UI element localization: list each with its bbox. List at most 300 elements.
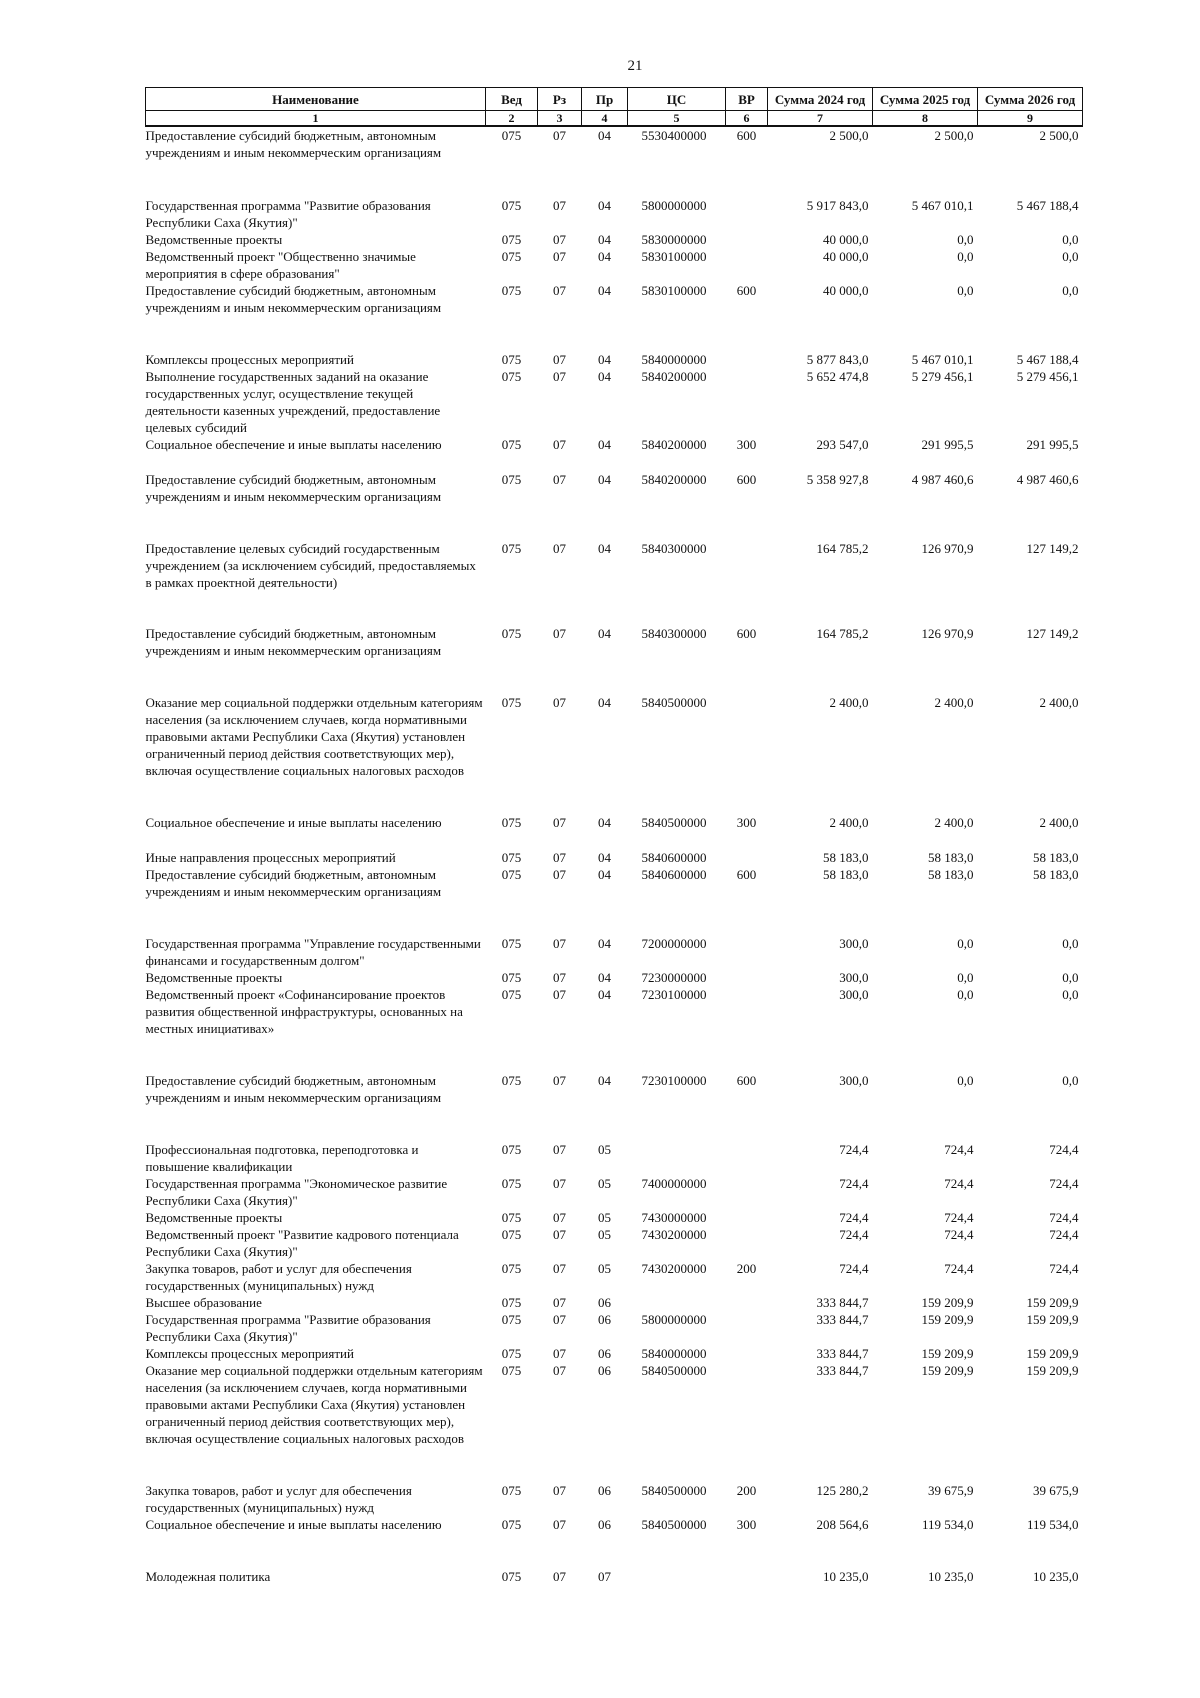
row-sum-2025: 0,0 (957, 936, 974, 951)
row-sum-2026: 2 400,0 (1039, 695, 1079, 710)
row-sum-2026: 2 500,0 (1039, 128, 1079, 143)
row-sum-2026: 0,0 (1062, 283, 1079, 298)
row-sum-2024: 2 500,0 (829, 128, 869, 143)
row-sum-2024: 5 877 843,0 (806, 352, 869, 367)
row-pr: 05 (598, 1176, 611, 1191)
header-vr: ВР (726, 88, 768, 111)
row-ved: 075 (501, 249, 522, 264)
row-sum-2025: 159 209,9 (921, 1363, 974, 1378)
row-vr (726, 540, 768, 625)
row-sum-2025: 2 400,0 (934, 815, 974, 830)
table-row (146, 471, 1083, 540)
row-pr: 04 (598, 369, 611, 384)
row-cs: 5840200000 (641, 472, 707, 487)
row-cs: 5840000000 (641, 1346, 707, 1361)
row-sum-2024: 724,4 (839, 1261, 869, 1276)
row-ved: 075 (501, 1176, 522, 1191)
row-vr: 600 (736, 626, 757, 641)
row-sum-2025: 2 500,0 (934, 128, 974, 143)
table-row (146, 866, 1083, 935)
column-number: 8 (873, 111, 978, 127)
row-vr: 600 (736, 472, 757, 487)
row-vr (726, 1141, 768, 1175)
row-sum-2026: 0,0 (1062, 970, 1079, 985)
row-sum-2024: 208 564,6 (816, 1517, 869, 1532)
row-sum-2024: 40 000,0 (823, 283, 869, 298)
row-name: Выполнение государственных заданий на оказание государственных услуг, осуществление текущей деятельности казенных учреждений, предоставление целевых субсидий (145, 369, 441, 435)
row-name: Ведомственные проекты (145, 232, 283, 247)
row-cs: 7430000000 (641, 1210, 707, 1225)
row-name: Предоставление субсидий бюджетным, автономным учреждениям и иным некоммерческим организациям (145, 1073, 442, 1105)
row-pr: 06 (598, 1295, 611, 1310)
row-rz: 07 (553, 867, 566, 882)
row-sum-2024: 293 547,0 (816, 437, 869, 452)
row-sum-2024: 333 844,7 (816, 1363, 869, 1378)
row-rz: 07 (553, 1227, 566, 1242)
row-sum-2025: 10 235,0 (928, 1569, 974, 1584)
row-ved: 075 (501, 1142, 522, 1157)
table-row (146, 814, 1083, 849)
table-body (146, 126, 1083, 1585)
table-row (146, 540, 1083, 625)
table-header (146, 88, 1083, 127)
row-name: Предоставление целевых субсидий государственным учреждением (за исключением субсидий, предоставляемых в рамках проектной деятельности) (145, 541, 476, 590)
row-sum-2026: 0,0 (1062, 1073, 1079, 1088)
row-name: Предоставление субсидий бюджетным, автономным учреждениям и иным некоммерческим организациям (145, 867, 442, 899)
table-row (146, 1175, 1083, 1209)
row-name: Государственная программа "Развитие образования Республики Саха (Якутия)" (145, 1312, 431, 1344)
row-sum-2025: 159 209,9 (921, 1295, 974, 1310)
column-number-row (146, 111, 1083, 127)
row-sum-2024: 5 652 474,8 (806, 369, 869, 384)
row-name: Закупка товаров, работ и услуг для обеспечения государственных (муниципальных) нужд (145, 1483, 412, 1515)
row-name: Государственная программа "Развитие образования Республики Саха (Якутия)" (145, 198, 431, 230)
row-sum-2024: 333 844,7 (816, 1312, 869, 1327)
row-sum-2024: 40 000,0 (823, 232, 869, 247)
row-rz: 07 (553, 850, 566, 865)
row-sum-2026: 724,4 (1049, 1176, 1079, 1191)
row-sum-2025: 0,0 (957, 1073, 974, 1088)
row-name: Государственная программа "Управление государственными финансами и государственным долгом" (145, 936, 481, 968)
row-pr: 04 (598, 936, 611, 951)
row-cs: 7430200000 (641, 1227, 707, 1242)
row-name: Иные направления процессных мероприятий (145, 850, 396, 865)
row-vr: 200 (736, 1483, 757, 1498)
row-cs: 7430200000 (641, 1261, 707, 1276)
row-vr (726, 248, 768, 282)
header-cs: ЦС (628, 88, 726, 111)
row-cs: 5530400000 (641, 128, 707, 143)
row-cs: 5840300000 (641, 626, 707, 641)
row-cs (628, 1294, 726, 1311)
row-name: Закупка товаров, работ и услуг для обеспечения государственных (муниципальных) нужд (145, 1261, 412, 1293)
row-sum-2024: 724,4 (839, 1142, 869, 1157)
table-row (146, 1294, 1083, 1311)
table-row (146, 282, 1083, 351)
row-vr (726, 1226, 768, 1260)
row-sum-2024: 724,4 (839, 1227, 869, 1242)
row-vr (726, 1568, 768, 1585)
row-vr (726, 1175, 768, 1209)
row-name: Предоставление субсидий бюджетным, автономным учреждениям и иным некоммерческим организациям (145, 626, 442, 658)
column-number: 1 (146, 111, 486, 127)
row-ved: 075 (501, 1517, 522, 1532)
row-sum-2025: 0,0 (957, 987, 974, 1002)
row-cs: 7400000000 (641, 1176, 707, 1191)
row-sum-2025: 126 970,9 (921, 541, 974, 556)
row-cs: 7230100000 (641, 1073, 707, 1088)
row-pr: 06 (598, 1483, 611, 1498)
row-rz: 07 (553, 1517, 566, 1532)
row-pr: 04 (598, 867, 611, 882)
table-row (146, 368, 1083, 436)
row-cs: 5840200000 (641, 369, 707, 384)
table-row (146, 1209, 1083, 1226)
row-vr (726, 368, 768, 436)
table-row (146, 1482, 1083, 1516)
row-sum-2024: 300,0 (839, 970, 869, 985)
row-ved: 075 (501, 1073, 522, 1088)
table-row (146, 231, 1083, 248)
row-pr: 07 (598, 1569, 611, 1584)
row-vr (726, 694, 768, 814)
row-sum-2026: 0,0 (1062, 987, 1079, 1002)
row-sum-2024: 58 183,0 (823, 850, 869, 865)
row-vr (726, 1362, 768, 1482)
row-pr: 05 (598, 1142, 611, 1157)
row-rz: 07 (553, 970, 566, 985)
row-rz: 07 (553, 198, 566, 213)
row-vr (726, 231, 768, 248)
row-sum-2026: 724,4 (1049, 1227, 1079, 1242)
row-name: Оказание мер социальной поддержки отдельным категориям населения (за исключением случаев, когда нормативными правовыми актами Республики Саха (Якутия) установлен ограниченный период действия соответствующих мер), включая осуществление социальных налоговых расходов (145, 1363, 483, 1446)
column-number: 2 (486, 111, 538, 127)
row-cs: 5840300000 (641, 541, 707, 556)
row-sum-2026: 39 675,9 (1033, 1483, 1079, 1498)
table-row (146, 935, 1083, 969)
row-name: Оказание мер социальной поддержки отдельным категориям населения (за исключением случаев, когда нормативными правовыми актами Республики Саха (Якутия) установлен ограниченный период действия соответствующих мер), включая осуществление социальных налоговых расходов (145, 695, 483, 778)
row-sum-2026: 0,0 (1062, 249, 1079, 264)
header-rz: Рз (538, 88, 582, 111)
table-row (146, 1516, 1083, 1568)
table-row (146, 126, 1083, 197)
row-ved: 075 (501, 283, 522, 298)
row-ved: 075 (501, 936, 522, 951)
row-sum-2026: 291 995,5 (1026, 437, 1079, 452)
row-ved: 075 (501, 626, 522, 641)
row-name: Молодежная политика (145, 1569, 271, 1584)
row-name: Предоставление субсидий бюджетным, автономным учреждениям и иным некоммерческим организациям (145, 128, 442, 160)
row-name: Предоставление субсидий бюджетным, автономным учреждениям и иным некоммерческим организациям (145, 472, 442, 504)
row-sum-2025: 0,0 (957, 283, 974, 298)
row-pr: 04 (598, 283, 611, 298)
row-rz: 07 (553, 1210, 566, 1225)
row-sum-2026: 58 183,0 (1033, 850, 1079, 865)
row-rz: 07 (553, 1346, 566, 1361)
row-name: Профессиональная подготовка, переподготовка и повышение квалификации (145, 1142, 419, 1174)
header-sum-2025: Сумма 2025 год (873, 88, 978, 111)
row-sum-2026: 159 209,9 (1026, 1363, 1079, 1378)
row-sum-2024: 2 400,0 (829, 815, 869, 830)
row-cs (628, 1141, 726, 1175)
row-sum-2025: 724,4 (944, 1227, 974, 1242)
row-sum-2025: 0,0 (957, 249, 974, 264)
row-ved: 075 (501, 198, 522, 213)
row-rz: 07 (553, 1569, 566, 1584)
row-sum-2025: 58 183,0 (928, 850, 974, 865)
table-row (146, 351, 1083, 368)
row-sum-2024: 5 917 843,0 (806, 198, 869, 213)
row-sum-2025: 126 970,9 (921, 626, 974, 641)
row-rz: 07 (553, 815, 566, 830)
row-sum-2026: 5 279 456,1 (1016, 369, 1079, 384)
row-sum-2024: 58 183,0 (823, 867, 869, 882)
row-sum-2026: 724,4 (1049, 1261, 1079, 1276)
row-sum-2025: 2 400,0 (934, 695, 974, 710)
column-number: 3 (538, 111, 582, 127)
row-sum-2026: 159 209,9 (1026, 1312, 1079, 1327)
table-row (146, 969, 1083, 986)
row-pr: 06 (598, 1517, 611, 1532)
row-name: Государственная программа "Экономическое развитие Республики Саха (Якутия)" (145, 1176, 448, 1208)
row-pr: 05 (598, 1210, 611, 1225)
row-sum-2024: 300,0 (839, 987, 869, 1002)
row-pr: 06 (598, 1346, 611, 1361)
row-pr: 04 (598, 626, 611, 641)
row-vr (726, 935, 768, 969)
row-rz: 07 (553, 1363, 566, 1378)
row-rz: 07 (553, 352, 566, 367)
row-pr: 04 (598, 249, 611, 264)
row-pr: 06 (598, 1363, 611, 1378)
table-row (146, 986, 1083, 1072)
row-cs: 7230100000 (641, 987, 707, 1002)
row-rz: 07 (553, 1483, 566, 1498)
row-sum-2025: 724,4 (944, 1176, 974, 1191)
header-name: Наименование (146, 88, 486, 111)
row-sum-2024: 40 000,0 (823, 249, 869, 264)
row-pr: 04 (598, 198, 611, 213)
row-pr: 06 (598, 1312, 611, 1327)
header-pr: Пр (582, 88, 628, 111)
row-sum-2024: 164 785,2 (816, 541, 869, 556)
row-pr: 04 (598, 1073, 611, 1088)
row-pr: 04 (598, 541, 611, 556)
row-sum-2026: 10 235,0 (1033, 1569, 1079, 1584)
budget-table (145, 87, 1083, 1585)
row-pr: 04 (598, 437, 611, 452)
row-ved: 075 (501, 1227, 522, 1242)
row-sum-2024: 333 844,7 (816, 1295, 869, 1310)
row-vr: 600 (736, 283, 757, 298)
row-sum-2024: 164 785,2 (816, 626, 869, 641)
header-sum-2024: Сумма 2024 год (768, 88, 873, 111)
row-vr (726, 1294, 768, 1311)
table-row (146, 1260, 1083, 1294)
row-cs: 7200000000 (641, 936, 707, 951)
table-row (146, 248, 1083, 282)
row-sum-2026: 127 149,2 (1026, 541, 1079, 556)
row-rz: 07 (553, 283, 566, 298)
row-sum-2025: 5 279 456,1 (911, 369, 974, 384)
row-ved: 075 (501, 472, 522, 487)
row-rz: 07 (553, 695, 566, 710)
column-number: 5 (628, 111, 726, 127)
row-vr: 600 (736, 1073, 757, 1088)
row-ved: 075 (501, 970, 522, 985)
row-rz: 07 (553, 1261, 566, 1276)
row-ved: 075 (501, 867, 522, 882)
row-name: Социальное обеспечение и иные выплаты населению (145, 1517, 442, 1532)
row-sum-2025: 119 534,0 (921, 1517, 974, 1532)
row-name: Предоставление субсидий бюджетным, автономным учреждениям и иным некоммерческим организациям (145, 283, 442, 315)
row-pr: 04 (598, 232, 611, 247)
row-cs: 5840000000 (641, 352, 707, 367)
row-cs: 5800000000 (641, 198, 707, 213)
row-rz: 07 (553, 1073, 566, 1088)
row-cs: 5830000000 (641, 232, 707, 247)
row-sum-2026: 58 183,0 (1033, 867, 1079, 882)
row-cs: 5840600000 (641, 867, 707, 882)
row-vr (726, 1345, 768, 1362)
row-ved: 075 (501, 1346, 522, 1361)
row-name: Ведомственный проект "Развитие кадрового потенциала Республики Саха (Якутия)" (145, 1227, 459, 1259)
row-pr: 05 (598, 1261, 611, 1276)
row-rz: 07 (553, 369, 566, 384)
row-name: Высшее образование (145, 1295, 262, 1310)
row-vr (726, 197, 768, 231)
column-number: 6 (726, 111, 768, 127)
row-sum-2026: 5 467 188,4 (1016, 352, 1079, 367)
row-rz: 07 (553, 437, 566, 452)
table-row (146, 625, 1083, 694)
row-sum-2024: 10 235,0 (823, 1569, 869, 1584)
row-vr (726, 849, 768, 866)
row-vr: 600 (736, 128, 757, 143)
row-sum-2026: 119 534,0 (1026, 1517, 1079, 1532)
header-sum-2026: Сумма 2026 год (978, 88, 1083, 111)
row-ved: 075 (501, 232, 522, 247)
row-sum-2025: 724,4 (944, 1210, 974, 1225)
row-sum-2024: 2 400,0 (829, 695, 869, 710)
row-vr: 300 (736, 437, 757, 452)
row-cs: 5830100000 (641, 249, 707, 264)
row-ved: 075 (501, 1483, 522, 1498)
row-sum-2025: 58 183,0 (928, 867, 974, 882)
row-ved: 075 (501, 1312, 522, 1327)
row-cs: 5840500000 (641, 1483, 707, 1498)
row-sum-2026: 724,4 (1049, 1142, 1079, 1157)
row-pr: 04 (598, 695, 611, 710)
header-row (146, 88, 1083, 111)
table-row (146, 1362, 1083, 1482)
row-ved: 075 (501, 850, 522, 865)
row-vr: 300 (736, 815, 757, 830)
row-sum-2026: 0,0 (1062, 936, 1079, 951)
row-sum-2025: 724,4 (944, 1142, 974, 1157)
row-sum-2024: 333 844,7 (816, 1346, 869, 1361)
table-row (146, 1345, 1083, 1362)
table-row (146, 1141, 1083, 1175)
row-vr: 200 (736, 1261, 757, 1276)
row-rz: 07 (553, 128, 566, 143)
row-pr: 04 (598, 987, 611, 1002)
row-ved: 075 (501, 1261, 522, 1276)
row-sum-2026: 0,0 (1062, 232, 1079, 247)
row-cs (628, 1568, 726, 1585)
row-sum-2026: 724,4 (1049, 1210, 1079, 1225)
row-pr: 04 (598, 352, 611, 367)
row-pr: 05 (598, 1227, 611, 1242)
row-ved: 075 (501, 815, 522, 830)
row-sum-2026: 159 209,9 (1026, 1295, 1079, 1310)
row-rz: 07 (553, 1142, 566, 1157)
row-vr: 300 (736, 1517, 757, 1532)
row-pr: 04 (598, 970, 611, 985)
row-rz: 07 (553, 1295, 566, 1310)
row-vr (726, 351, 768, 368)
row-sum-2025: 5 467 010,1 (911, 352, 974, 367)
row-rz: 07 (553, 987, 566, 1002)
column-number: 7 (768, 111, 873, 127)
row-sum-2024: 724,4 (839, 1210, 869, 1225)
row-rz: 07 (553, 472, 566, 487)
row-sum-2025: 291 995,5 (921, 437, 974, 452)
row-sum-2025: 4 987 460,6 (911, 472, 974, 487)
row-name: Ведомственные проекты (145, 1210, 283, 1225)
row-cs: 5830100000 (641, 283, 707, 298)
row-sum-2025: 724,4 (944, 1261, 974, 1276)
row-rz: 07 (553, 1176, 566, 1191)
column-number: 4 (582, 111, 628, 127)
row-rz: 07 (553, 541, 566, 556)
row-sum-2024: 300,0 (839, 936, 869, 951)
row-pr: 04 (598, 815, 611, 830)
column-number: 9 (978, 111, 1083, 127)
row-sum-2024: 300,0 (839, 1073, 869, 1088)
row-ved: 075 (501, 369, 522, 384)
row-vr (726, 986, 768, 1072)
row-ved: 075 (501, 1295, 522, 1310)
row-name: Комплексы процессных мероприятий (145, 352, 354, 367)
row-sum-2025: 0,0 (957, 232, 974, 247)
row-cs: 5840200000 (641, 437, 707, 452)
row-ved: 075 (501, 1210, 522, 1225)
table-row (146, 1568, 1083, 1585)
row-rz: 07 (553, 232, 566, 247)
page-number: 21 (627, 58, 643, 74)
row-sum-2024: 125 280,2 (816, 1483, 869, 1498)
row-cs: 5840600000 (641, 850, 707, 865)
row-rz: 07 (553, 936, 566, 951)
table-row (146, 849, 1083, 866)
row-sum-2026: 2 400,0 (1039, 815, 1079, 830)
row-vr (726, 1311, 768, 1345)
row-ved: 075 (501, 541, 522, 556)
row-name: Социальное обеспечение и иные выплаты населению (145, 437, 442, 452)
row-sum-2026: 4 987 460,6 (1016, 472, 1079, 487)
row-sum-2026: 127 149,2 (1026, 626, 1079, 641)
row-cs: 5840500000 (641, 695, 707, 710)
table-row (146, 1072, 1083, 1141)
row-name: Комплексы процессных мероприятий (145, 1346, 354, 1361)
row-ved: 075 (501, 695, 522, 710)
row-sum-2024: 724,4 (839, 1176, 869, 1191)
row-ved: 075 (501, 437, 522, 452)
table-row (146, 197, 1083, 231)
row-name: Ведомственный проект "Общественно значимые мероприятия в сфере образования" (145, 249, 416, 281)
row-cs: 5800000000 (641, 1312, 707, 1327)
